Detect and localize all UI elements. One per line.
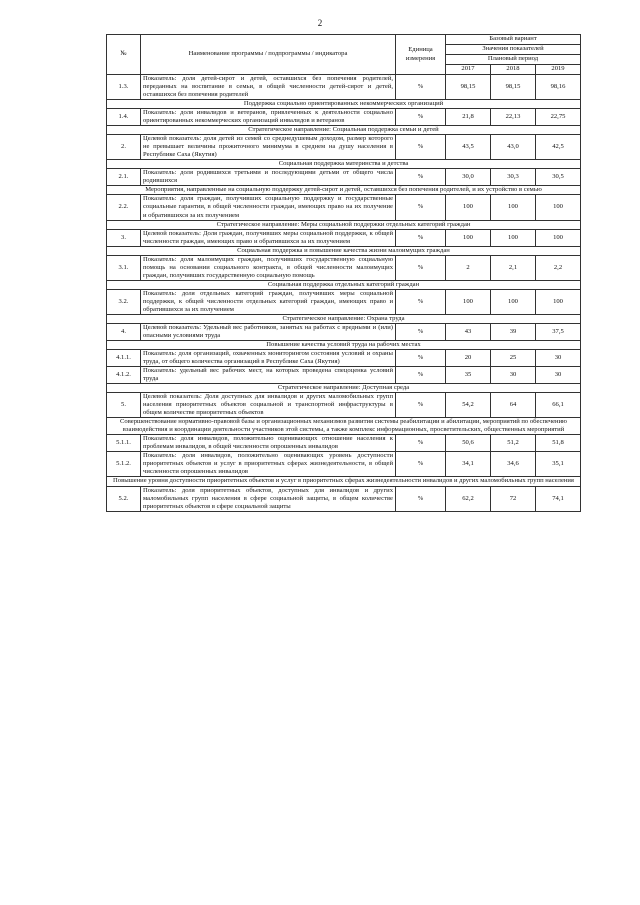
- value-2017: 100: [446, 289, 491, 314]
- value-2018: 39: [491, 323, 536, 340]
- indicators-table: [106, 34, 581, 512]
- section-row: [107, 314, 581, 323]
- row-number: 2.: [107, 135, 141, 160]
- value-2018: 2,1: [491, 255, 536, 280]
- row-number: 4.1.2.: [107, 367, 141, 384]
- row-number: 3.: [107, 229, 141, 246]
- section-title: Мероприятия, направленные на социальную поддержку детей-сирот и детей, оставшихся без попечения родителей, и их устройство в семью: [107, 186, 581, 195]
- table-row: [107, 135, 581, 160]
- section-row: [107, 340, 581, 349]
- section-row: [107, 220, 581, 229]
- section-title: Социальная поддержка и повышение качества жизни малоимущих граждан: [107, 246, 581, 255]
- row-number: 3.1.: [107, 255, 141, 280]
- value-2017: 21,8: [446, 109, 491, 126]
- unit-cell: %: [396, 393, 446, 418]
- indicator-name: Показатель: удельный вес рабочих мест, на которых проведена спецоценка условий труда: [141, 367, 396, 384]
- indicator-name: Показатель: доля отдельных категорий граждан, получивших меры социальной поддержки, к общей численности отдельных категорий граждан, имеющих право и обратившихся за их получением: [141, 289, 396, 314]
- indicator-name: Показатель: доля детей-сирот и детей, оставшихся без попечения родителей, переданных на воспитание в семьи, в общей численности детей-сирот и детей, оставшихся без попечения родителей: [141, 75, 396, 100]
- value-2019: 35,1: [536, 452, 581, 477]
- header-unit: Единица измерения: [396, 35, 446, 75]
- unit-cell: %: [396, 109, 446, 126]
- value-2019: 37,5: [536, 323, 581, 340]
- unit-cell: %: [396, 486, 446, 511]
- indicator-name: Целевой показатель: доля детей из семей со среднедушевым доходом, размер которого не превышает величины прожиточного минимума в среднем на душу населения в Республике Саха (Якутия): [141, 135, 396, 160]
- header-name: Наименование программы / подпрограммы / индикатора: [141, 35, 396, 75]
- value-2018: 64: [491, 393, 536, 418]
- value-2019: 2,2: [536, 255, 581, 280]
- indicator-name: Показатель: доля инвалидов и ветеранов, привлеченных к деятельности социально ориентированных некоммерческих организаций инвалидов и ветеранов: [141, 109, 396, 126]
- value-2019: 98,16: [536, 75, 581, 100]
- value-2017: 35: [446, 367, 491, 384]
- unit-cell: %: [396, 195, 446, 220]
- table-row: [107, 486, 581, 511]
- indicator-name: Показатель: доля приоритетных объектов, доступных для инвалидов и других маломобильных групп населения в сфере социальной защиты, в общем количестве приоритетных объектов в сфере социальной защиты: [141, 486, 396, 511]
- value-2018: 25: [491, 350, 536, 367]
- unit-cell: %: [396, 435, 446, 452]
- table-row: [107, 255, 581, 280]
- table-row: [107, 109, 581, 126]
- section-row: [107, 186, 581, 195]
- value-2018: 100: [491, 289, 536, 314]
- unit-cell: %: [396, 350, 446, 367]
- indicator-name: Показатель: доля родившихся третьими и последующими детьми от общего числа родившихся: [141, 169, 396, 186]
- row-number: 5.1.2.: [107, 452, 141, 477]
- row-number: 4.: [107, 323, 141, 340]
- section-title: Стратегическое направление: Социальная поддержка семьи и детей: [107, 126, 581, 135]
- section-row: [107, 126, 581, 135]
- section-title: Стратегическое направление: Охрана труда: [107, 314, 581, 323]
- section-row: [107, 160, 581, 169]
- row-number: 5.: [107, 393, 141, 418]
- value-2019: 22,75: [536, 109, 581, 126]
- section-title: Стратегическое направление: Доступная среда: [107, 384, 581, 393]
- value-2018: 100: [491, 229, 536, 246]
- indicator-name: Показатель: доля граждан, получивших социальную поддержку и государственные социальные гарантии, в общей численности граждан, имеющих право на их получение и обратившихся за их получением: [141, 195, 396, 220]
- section-row: [107, 100, 581, 109]
- value-2018: 72: [491, 486, 536, 511]
- section-row: [107, 418, 581, 435]
- section-row: [107, 246, 581, 255]
- value-2017: 20: [446, 350, 491, 367]
- indicator-name: Целевой показатель: Удельный вес работников, занятых на работах с вредными и (или) опасными условиями труда: [141, 323, 396, 340]
- table-row: [107, 229, 581, 246]
- indicator-name: Показатель: доля инвалидов, положительно оценивающих отношение населения к проблемам инвалидов, в общей численности опрошенных инвалидов: [141, 435, 396, 452]
- header-year: 2018: [491, 65, 536, 75]
- unit-cell: %: [396, 135, 446, 160]
- value-2018: 98,15: [491, 75, 536, 100]
- table-row: [107, 350, 581, 367]
- value-2017: 43: [446, 323, 491, 340]
- row-number: 4.1.1.: [107, 350, 141, 367]
- section-title: Поддержка социально ориентированных некоммерческих организаций: [107, 100, 581, 109]
- header-period: Плановый период: [446, 55, 581, 65]
- value-2019: 74,1: [536, 486, 581, 511]
- value-2017: 100: [446, 229, 491, 246]
- indicator-name: Показатель: доля организаций, охваченных мониторингом состояния условий и охраны труда, от общего количества организаций в Республике Саха (Якутия): [141, 350, 396, 367]
- value-2017: 34,1: [446, 452, 491, 477]
- value-2018: 22,13: [491, 109, 536, 126]
- section-row: [107, 384, 581, 393]
- indicator-name: Показатель: доля инвалидов, положительно оценивающих уровень доступности приоритетных объектов и услуг в приоритетных сферах жизнедеятельности, в общей численности опрошенных инвалидов: [141, 452, 396, 477]
- unit-cell: %: [396, 75, 446, 100]
- value-2017: 50,6: [446, 435, 491, 452]
- value-2017: 30,0: [446, 169, 491, 186]
- section-title: Совершенствование нормативно-правовой базы и организационных механизмов развития системы реабилитации и абилитации, мероприятий по обеспечению взаимодействия и координации деятельности участников этой системы, а также комплекс информационных, просветительских, общественных мероприятий: [107, 418, 581, 435]
- unit-cell: %: [396, 452, 446, 477]
- value-2017: 2: [446, 255, 491, 280]
- section-title: Социальная поддержка отдельных категорий граждан: [107, 280, 581, 289]
- table-row: [107, 169, 581, 186]
- row-number: 2.2.: [107, 195, 141, 220]
- table-row: [107, 323, 581, 340]
- value-2019: 66,1: [536, 393, 581, 418]
- table-row: [107, 452, 581, 477]
- header-year: 2019: [536, 65, 581, 75]
- indicator-name: Целевой показатель: Доля граждан, получивших меры социальной поддержки, к общей численности граждан, имеющих право и обратившихся за их получением: [141, 229, 396, 246]
- section-title: Повышение уровня доступности приоритетных объектов и услуг в приоритетных сферах жизнедеятельности инвалидов и других маломобильных групп населения: [107, 477, 581, 486]
- value-2019: 51,8: [536, 435, 581, 452]
- row-number: 5.2.: [107, 486, 141, 511]
- unit-cell: %: [396, 367, 446, 384]
- row-number: 2.1.: [107, 169, 141, 186]
- section-title: Повышение качества условий труда на рабочих местах: [107, 340, 581, 349]
- value-2019: 100: [536, 289, 581, 314]
- indicator-name: Показатель: доля малоимущих граждан, получивших государственную социальную помощь на основании социального контракта, в общей численности малоимущих граждан, получивших государственную социальную помощь: [141, 255, 396, 280]
- row-number: 3.2.: [107, 289, 141, 314]
- value-2017: 54,2: [446, 393, 491, 418]
- value-2018: 43,0: [491, 135, 536, 160]
- section-row: [107, 280, 581, 289]
- row-number: 1.4.: [107, 109, 141, 126]
- table-row: [107, 367, 581, 384]
- unit-cell: %: [396, 323, 446, 340]
- value-2018: 51,2: [491, 435, 536, 452]
- table-row: [107, 289, 581, 314]
- header-num: №: [107, 35, 141, 75]
- header-values: Значения показателей: [446, 45, 581, 55]
- page-number: 2: [317, 18, 323, 28]
- value-2019: 30: [536, 367, 581, 384]
- unit-cell: %: [396, 289, 446, 314]
- value-2019: 100: [536, 229, 581, 246]
- value-2017: 62,2: [446, 486, 491, 511]
- value-2019: 30,5: [536, 169, 581, 186]
- unit-cell: %: [396, 229, 446, 246]
- value-2018: 30,3: [491, 169, 536, 186]
- value-2017: 100: [446, 195, 491, 220]
- header-base-variant: Базовый вариант: [446, 35, 581, 45]
- unit-cell: %: [396, 255, 446, 280]
- value-2018: 100: [491, 195, 536, 220]
- section-row: [107, 477, 581, 486]
- unit-cell: %: [396, 169, 446, 186]
- table-row: [107, 393, 581, 418]
- value-2018: 34,6: [491, 452, 536, 477]
- value-2017: 43,5: [446, 135, 491, 160]
- value-2019: 42,5: [536, 135, 581, 160]
- row-number: 5.1.1.: [107, 435, 141, 452]
- value-2018: 30: [491, 367, 536, 384]
- section-title: Социальная поддержка материнства и детства: [107, 160, 581, 169]
- section-title: Стратегическое направление: Меры социальной поддержки отдельных категорий граждан: [107, 220, 581, 229]
- row-number: 1.3.: [107, 75, 141, 100]
- value-2019: 30: [536, 350, 581, 367]
- value-2017: 98,15: [446, 75, 491, 100]
- table-row: [107, 195, 581, 220]
- value-2019: 100: [536, 195, 581, 220]
- header-year: 2017: [446, 65, 491, 75]
- indicator-name: Целевой показатель: Доля доступных для инвалидов и других маломобильных групп населения приоритетных объектов социальной и транспортной инфраструктуры в общем количестве приоритетных объектов: [141, 393, 396, 418]
- table-row: [107, 435, 581, 452]
- table-row: [107, 75, 581, 100]
